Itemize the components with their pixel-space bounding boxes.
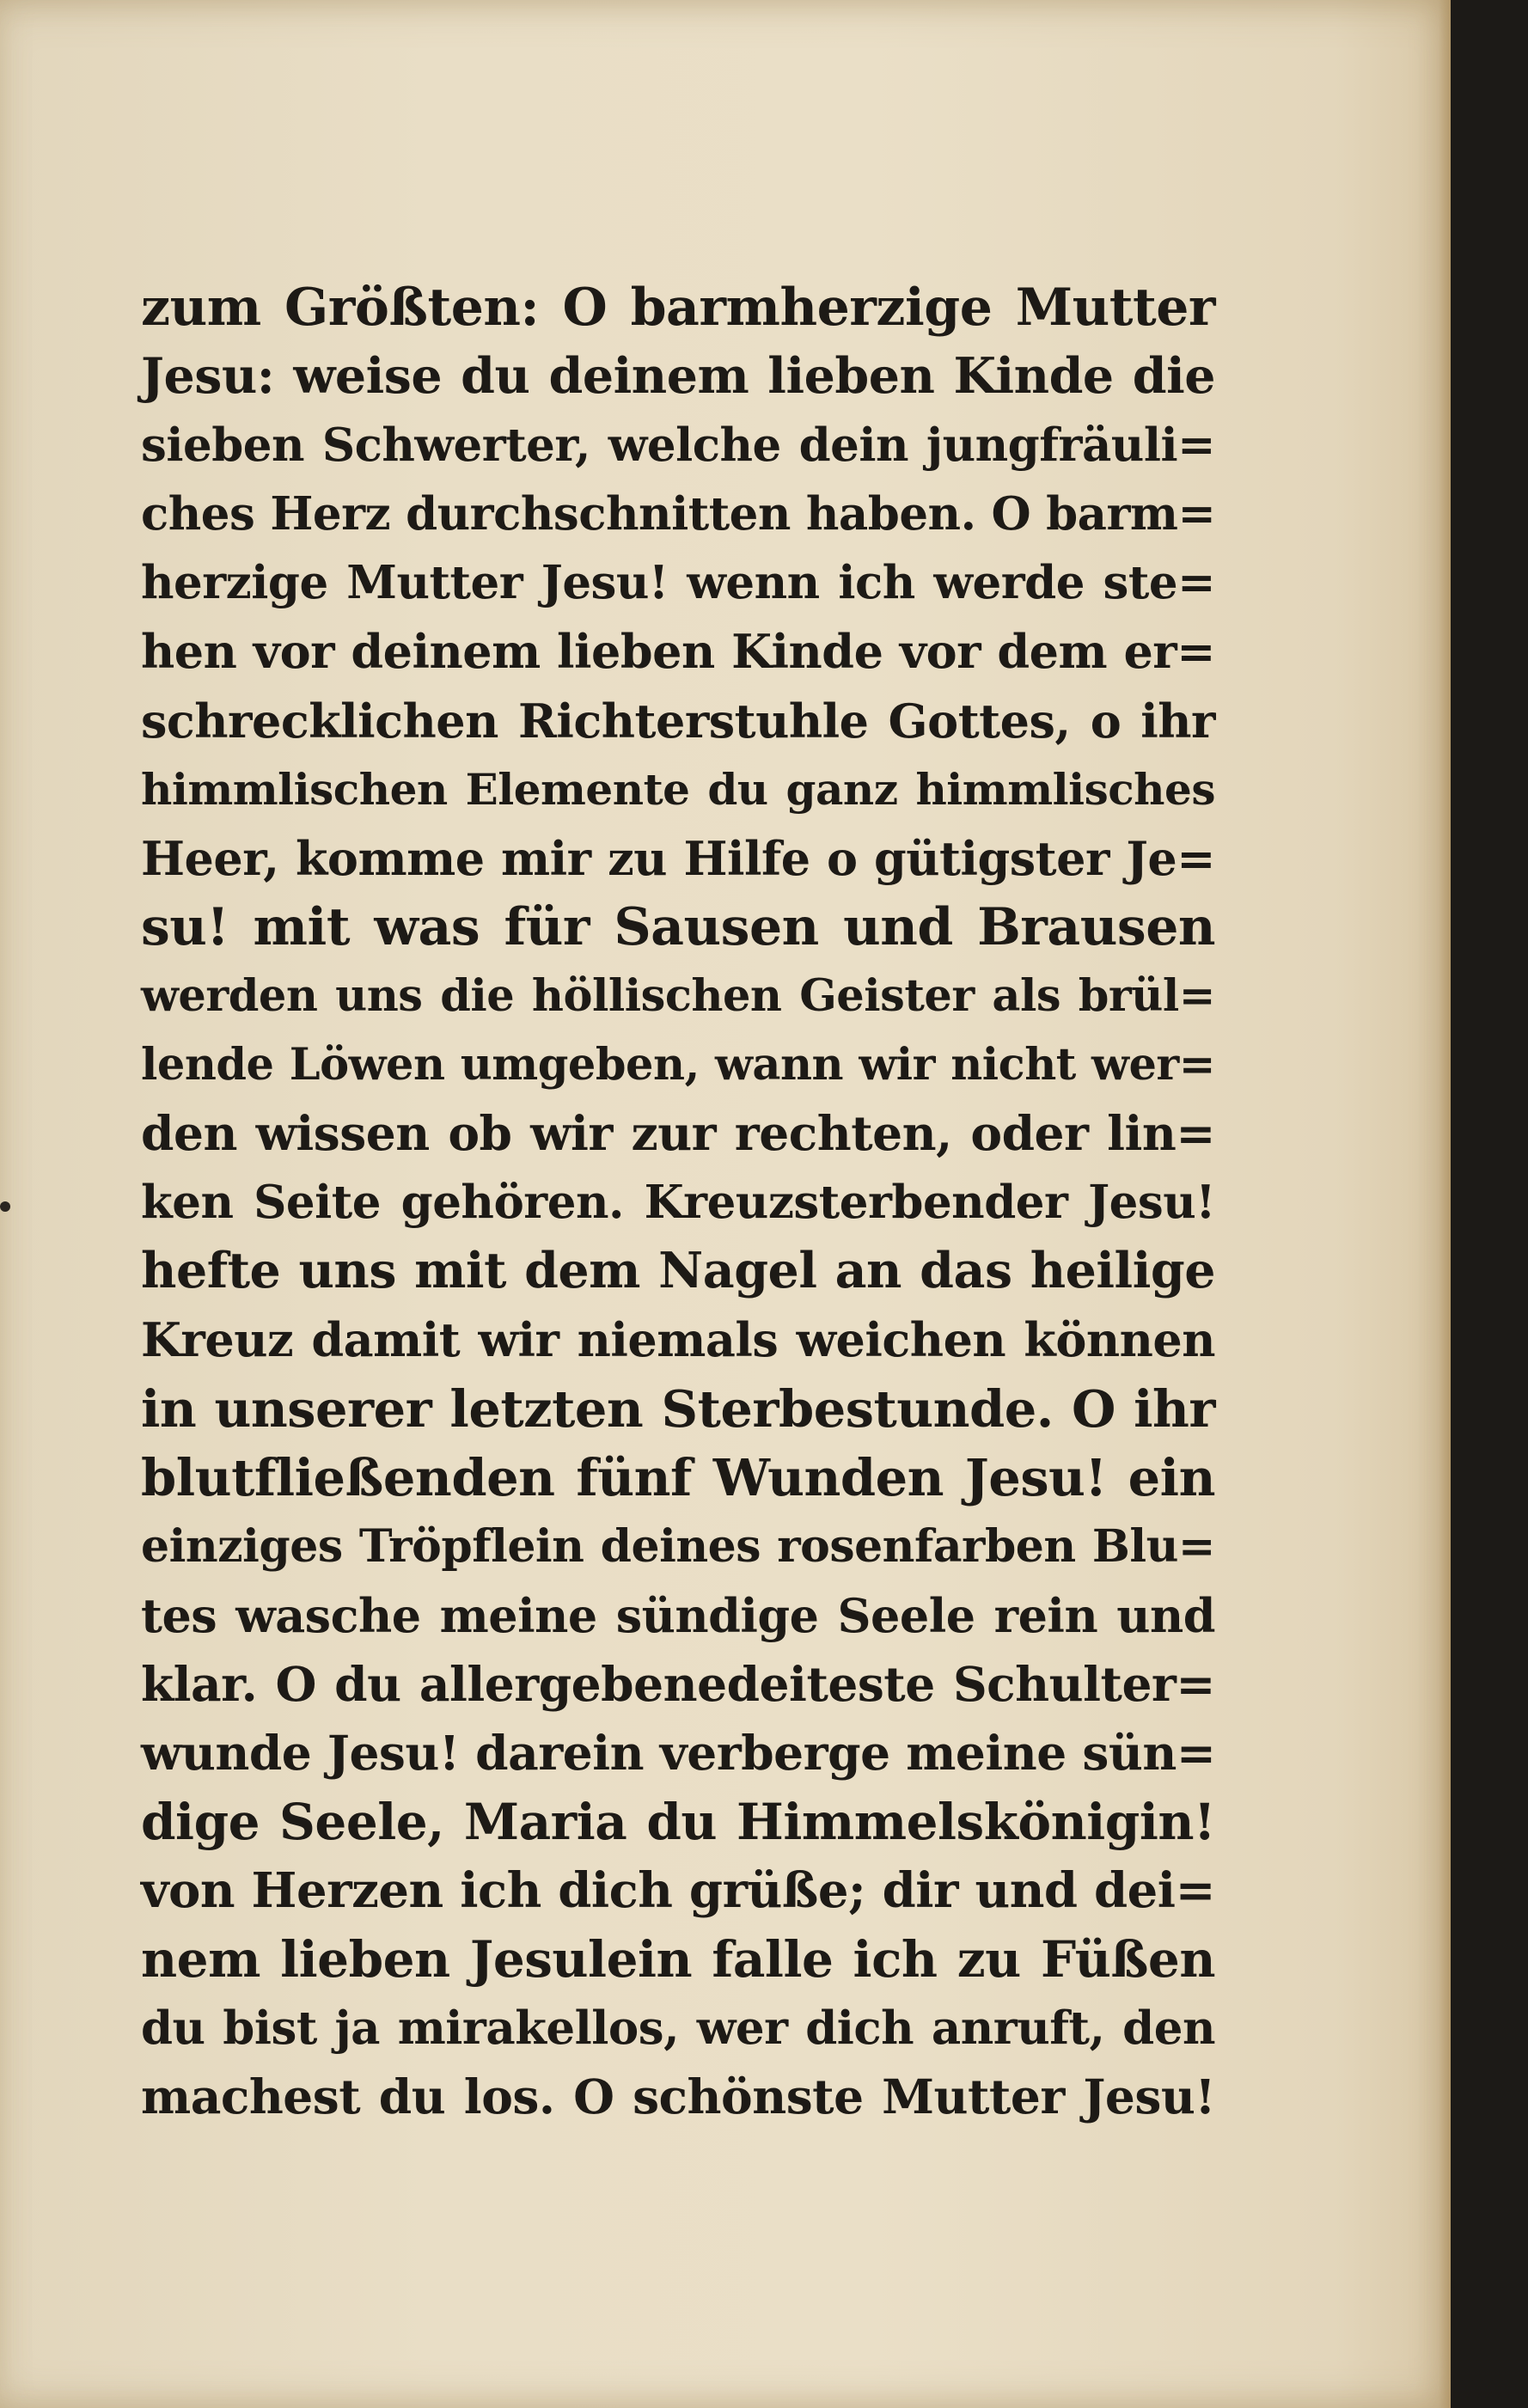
text-line: nem lieben Jesulein falle ich zu Füßen xyxy=(141,1930,1215,1989)
text-line: einziges Tröpflein deines rosenfarben Blu= xyxy=(141,1519,1215,1573)
text-line: wunde Jesu! darein verberge meine sün= xyxy=(141,1724,1216,1781)
text-line: blutfließenden fünf Wunden Jesu! ein xyxy=(141,1447,1215,1507)
text-line: su! mit was für Sausen und Brausen xyxy=(141,896,1215,957)
text-line: klar. O du allergebenedeiteste Schulter= xyxy=(141,1655,1215,1712)
text-line: dige Seele, Maria du Himmelskönigin! xyxy=(141,1793,1215,1852)
text-line: lende Löwen umgeben, wann wir nicht wer= xyxy=(141,1039,1215,1091)
text-line: machest du los. O schönste Mutter Jesu! xyxy=(141,2069,1215,2125)
text-line: in unserer letzten Sterbestunde. O ihr xyxy=(141,1378,1215,1439)
text-line: Jesu: weise du deinem lieben Kinde die xyxy=(141,347,1215,406)
text-line: Kreuz damit wir niemals weichen können xyxy=(141,1312,1215,1368)
body-text xyxy=(141,273,1215,2132)
text-line: tes wasche meine sündige Seele rein und xyxy=(141,1587,1215,1643)
text-line: hen vor deinem lieben Kinde vor dem er= xyxy=(141,624,1215,680)
text-line: von Herzen ich dich grüße; dir und dei= xyxy=(141,1862,1215,1920)
text-line: du bist ja mirakellos, wer dich anruft, den xyxy=(141,2002,1215,2056)
binding-mark xyxy=(0,1201,10,1212)
text-line: zum Größten: O barmherzige Mutter xyxy=(141,278,1215,338)
text-line: werden uns die höllischen Geister als brül= xyxy=(141,969,1215,1022)
text-line: himmlischen Elemente du ganz himmlisches xyxy=(141,763,1215,815)
text-line: ches Herz durchschnitten haben. O barm= xyxy=(141,487,1216,541)
text-line: herzige Mutter Jesu! wenn ich werde ste= xyxy=(141,556,1215,610)
text-line: den wissen ob wir zur rechten, oder lin= xyxy=(141,1105,1215,1162)
text-line: schrecklichen Richterstuhle Gottes, o ihr xyxy=(141,693,1215,749)
text-line: hefte uns mit dem Nagel an das heilige xyxy=(141,1242,1215,1300)
text-line: Heer, komme mir zu Hilfe o gütigster Je= xyxy=(141,830,1215,886)
text-line: ken Seite gehören. Kreuzsterbender Jesu! xyxy=(141,1176,1215,1230)
text-line: sieben Schwerter, welche dein jungfräuli= xyxy=(141,419,1215,473)
